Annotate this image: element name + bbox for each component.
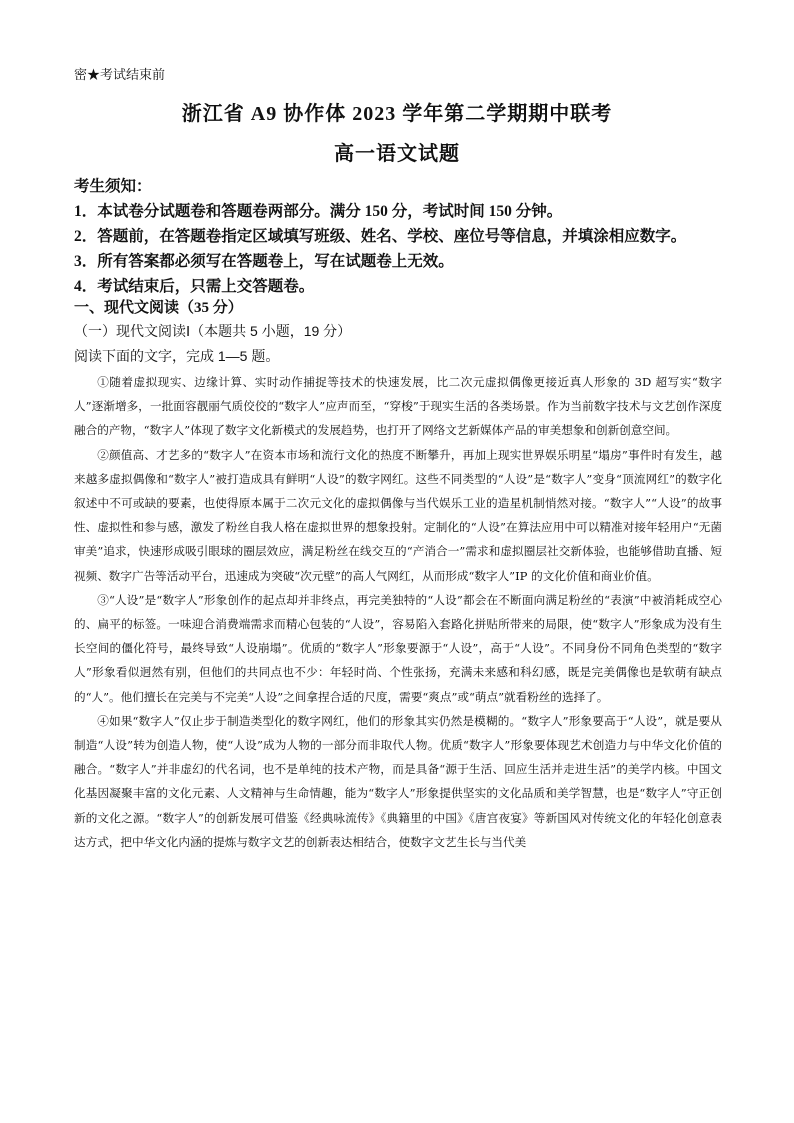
notice-item: 3．所有答案都必须写在答题卷上，写在试题卷上无效。 bbox=[74, 253, 454, 270]
notice-item: 4．考试结束后，只需上交答题卷。 bbox=[74, 278, 315, 295]
section-subheading: （一）现代文阅读Ⅰ（本题共 5 小题，19 分） bbox=[74, 323, 352, 339]
passage-paragraph: ②颜值高、才艺多的“数字人”在资本市场和流行文化的热度不断攀升，再加上现实世界娱乐明星“塌房”事件时有发生，越来越多虚拟偶像和“数字人”被打造成具有鲜明“人设”的数字网红。这些不同类型的“人设”是“数字人”变身“顶流网红”的数字化叙述中不可或缺的要素，也使得原本属于二次元文化的虚拟偶像与当代娱乐工业的造星机制悄然对接。“数字人”“人设”的故事性、虚拟性和参与感，激发了粉丝自我人格在虚拟世界的想象投射。定制化的“人设”在算法应用中可以精准对接年轻用户“无菌审美”追求，快速形成吸引眼球的圈层效应，满足粉丝在线交互的“产消合一”需求和虚拟圈层社交新体验，也能够借助直播、短视频、数字广告等活动平台，迅速成为突破“次元壁”的高人气网红，从而形成“数字人”IP 的文化价值和商业价值。 bbox=[74, 447, 722, 583]
exam-title: 浙江省 A9 协作体 2023 学年第二学期期中联考 bbox=[181, 103, 613, 125]
exam-subtitle: 高一语文试题 bbox=[334, 143, 460, 165]
passage-paragraph: ④如果“数字人”仅止步于制造类型化的数字网红，他们的形象其实仍然是模糊的。“数字人”形象要高于“人设”，就是要从制造“人设”转为创造人物，使“人设”成为人物的一部分而非取代人物。优质“数字人”形象要体现艺术创造力与中华文化价值的融合。“数字人”并非虚幻的代名词，也不是单纯的技术产物，而是具备“源于生活、回应生活并走进生活”的美学内核。中国文化基因凝聚丰富的文化元素、人文精神与生命情趣，能为“数字人”形象提供坚实的文化品质和美学智慧，也是“数字人”守正创新的文化之源。“数字人”的创新发展可借鉴《经典咏流传》《典籍里的中国》《唐宫夜宴》等新国风对传统文化的年轻化创意表达方式，把中华文化内涵的提炼与数字文艺的创新表达相结合，使数字文艺生长与当代美 bbox=[74, 713, 722, 849]
confidential-mark: 密★考试结束前 bbox=[74, 67, 166, 82]
reading-instruction: 阅读下面的文字，完成 1—5 题。 bbox=[74, 348, 280, 364]
notice-item: 1．本试卷分试题卷和答题卷两部分。满分 150 分，考试时间 150 分钟。 bbox=[74, 203, 563, 220]
notice-heading: 考生须知： bbox=[74, 178, 152, 195]
section-heading: 一、现代文阅读（35 分） bbox=[74, 300, 243, 316]
passage-paragraph: ③“人设”是“数字人”形象创作的起点却并非终点，再完美独特的“人设”都会在不断面向满足粉丝的“表演”中被消耗成空心的、扁平的标签。一味迎合消费端需求而精心包装的“人设”，容易陷入套路化拼贴所带来的局限，使“数字人”形象成为没有生长空间的僵化符号，最终导致“人设崩塌”。优质的“数字人”形象要源于“人设”，高于“人设”。不同身份不同角色类型的“数字人”形象看似迥然有别，但他们的共同点也不少：年轻时尚、个性张扬，充满未来感和科幻感，既是完美偶像也是软萌有缺点的“人”。他们擅长在完美与不完美“人设”之间拿捏合适的尺度，需要“爽点”或“萌点”就看粉丝的选择了。 bbox=[74, 592, 722, 704]
candidate-notice bbox=[74, 174, 724, 299]
notice-item: 2．答题前，在答题卷指定区域填写班级、姓名、学校、座位号等信息，并填涂相应数字。 bbox=[74, 228, 687, 245]
passage-paragraph: ①随着虚拟现实、边缘计算、实时动作捕捉等技术的快速发展，比二次元虚拟偶像更接近真人形象的 3D 超写实“数字人”逐渐增多，一批面容靓丽气质佼佼的“数字人”应声而至，“穿梭”于现实生活的各类场景。作为当前数字技术与文艺创作深度融合的产物，“数字人”体现了数字文化新模式的发展趋势，也打开了网络文艺新媒体产品的审美想象和创新创意空间。 bbox=[74, 375, 722, 438]
reading-passage bbox=[74, 370, 722, 854]
